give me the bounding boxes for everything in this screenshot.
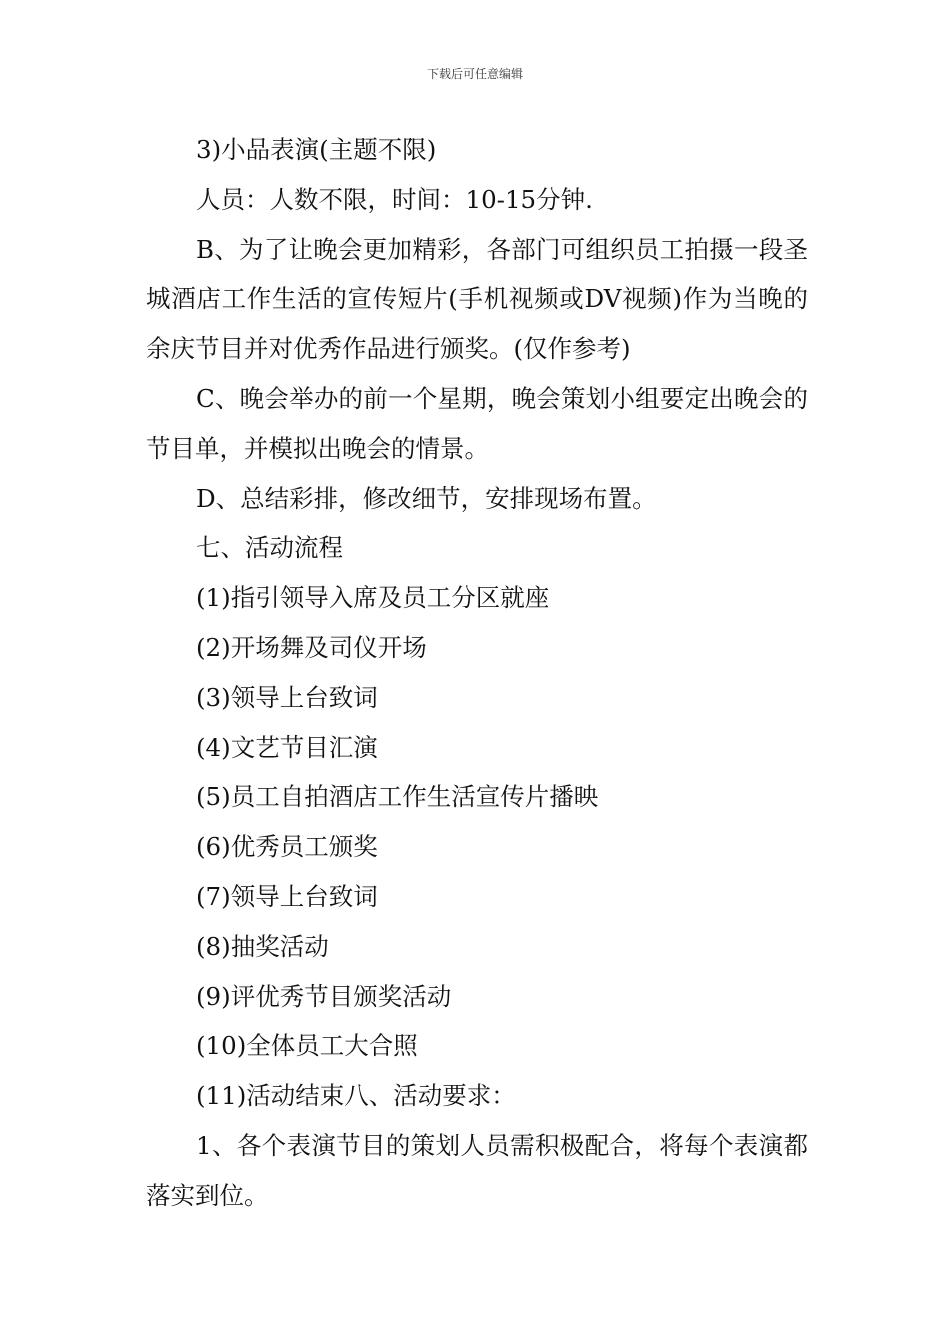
document-body bbox=[146, 125, 808, 1221]
flow-item-10: (10)全体员工大合照 bbox=[196, 1031, 418, 1061]
paragraph-program-list: C、晚会举办的前一个星期，晚会策划小组要定出晚会的节目单，并模拟出晚会的情景。 bbox=[146, 383, 808, 463]
flow-item-1: (1)指引领导入席及员工分区就座 bbox=[196, 583, 550, 613]
page-header-note: 下载后可任意编辑 bbox=[426, 67, 523, 81]
paragraph-promo-video: B、为了让晚会更加精彩，各部门可组织员工拍摄一段圣城酒店工作生活的宣传短片(手机视频或DV视频)作为当晚的余庆节目并对优秀作品进行颁奖。(仅作参考) bbox=[146, 234, 808, 364]
flow-item-6: (6)优秀员工颁奖 bbox=[196, 832, 378, 862]
requirement-item-1: 1、各个表演节目的策划人员需积极配合，将每个表演都落实到位。 bbox=[146, 1130, 808, 1210]
flow-item-5: (5)员工自拍酒店工作生活宣传片播映 bbox=[196, 782, 599, 812]
paragraph-rehearsal: D、总结彩排，修改细节，安排现场布置。 bbox=[196, 483, 657, 513]
section-heading-activity-flow: 七、活动流程 bbox=[196, 533, 343, 563]
paragraph-skit-performance: 3)小品表演(主题不限) bbox=[196, 135, 437, 164]
flow-item-7: (7)领导上台致词 bbox=[196, 881, 378, 911]
flow-item-4: (4)文艺节目汇演 bbox=[196, 732, 378, 762]
flow-item-9: (9)评优秀节目颁奖活动 bbox=[196, 981, 452, 1011]
flow-item-3: (3)领导上台致词 bbox=[196, 682, 378, 712]
paragraph-personnel-time: 人员：人数不限，时间：10-15分钟. bbox=[196, 184, 593, 214]
flow-item-2: (2)开场舞及司仪开场 bbox=[196, 632, 427, 662]
flow-item-8: (8)抽奖活动 bbox=[196, 931, 329, 961]
flow-item-11: (11)活动结束八、活动要求： bbox=[196, 1081, 516, 1111]
